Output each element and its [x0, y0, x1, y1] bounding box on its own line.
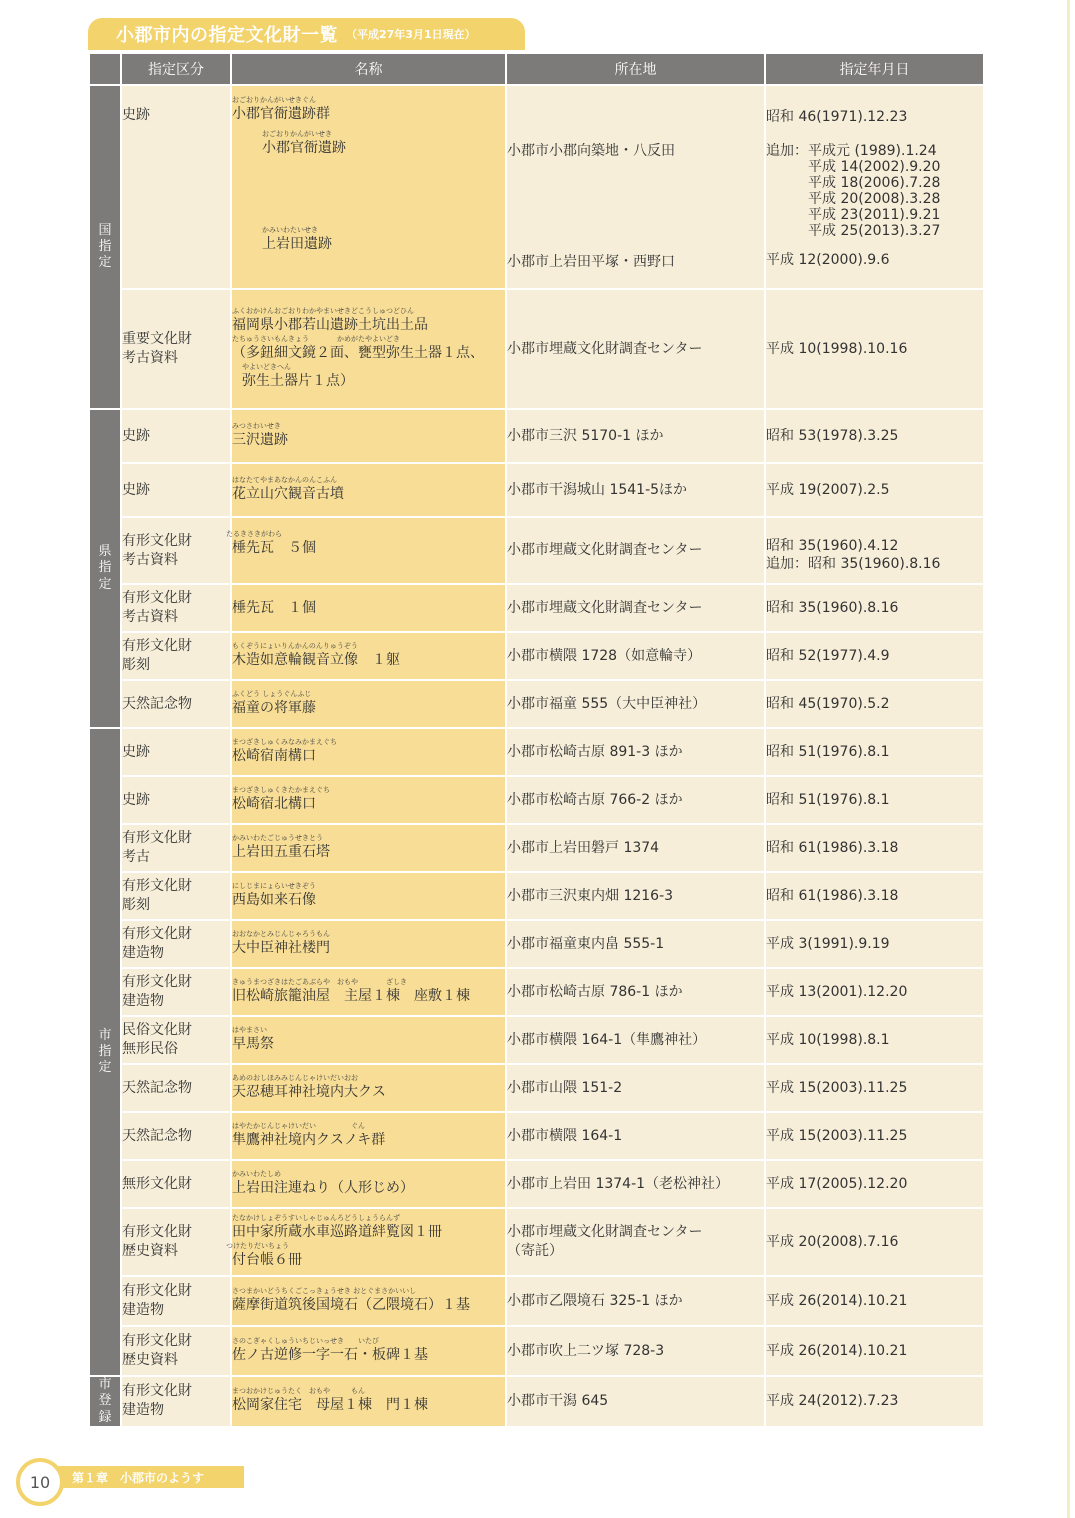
ruby-text: きゅうまつざきはたごあぶらや おもや ざしき: [232, 978, 407, 987]
location-cell: 小郡市吹上二ツ塚 728-3: [506, 1326, 765, 1376]
location-cell: 小郡市上岩田 1374-1（老松神社）: [506, 1160, 765, 1208]
category-text: 歴史資料: [122, 1352, 178, 1368]
category-cell: [121, 584, 231, 632]
name-text: 佐ノ古逆修一字一石・板碑１基: [232, 1347, 428, 1364]
category-cell: [121, 409, 231, 463]
name-text: 棰先瓦 ５個: [232, 540, 316, 556]
name-cell: [231, 85, 506, 289]
location-cell: 小郡市横隈 1728（如意輪寺）: [506, 632, 765, 680]
name-cell: [231, 1016, 506, 1064]
category-text: 考古資料: [122, 350, 178, 366]
category-text: 建造物: [122, 993, 164, 1009]
category-text: 有形文化財: [122, 1224, 192, 1241]
date-text: 平成 20(2008).3.28: [808, 190, 941, 207]
ruby-text: まつざきしゅくみなみかまえぐち: [232, 738, 337, 747]
name-text: 上岩田遺跡: [262, 235, 332, 252]
ruby-text: おごおりかんがいせきぐん: [232, 96, 316, 104]
date-text: 昭和 46(1971).12.23: [766, 109, 908, 125]
category-text: 重要文化財: [122, 331, 192, 348]
category-text: 有形文化財: [122, 590, 192, 607]
category-cell: [121, 1276, 231, 1326]
date-text: 追加：昭和 35(1960).8.16: [766, 555, 941, 572]
header-blank: [89, 53, 121, 85]
category-text: 史跡: [122, 427, 150, 444]
category-cell: [121, 1064, 231, 1112]
table-row: [89, 1326, 984, 1376]
name-text: 旧松崎旅籠油屋 主屋１棟 座敷１棟: [232, 988, 470, 1005]
name-text: 棰先瓦 １個: [232, 599, 316, 616]
table-row: [89, 85, 984, 289]
name-text: 付台帳６冊: [232, 1252, 302, 1268]
name-text: 小郡官衙遺跡群: [232, 106, 330, 122]
ruby-text: たなかけしょぞうすいしゃじゅんろどうしょうらんず: [232, 1214, 400, 1223]
date-cell: 平成 26(2014).10.21: [765, 1276, 984, 1326]
date-cell: 平成 17(2005).12.20: [765, 1160, 984, 1208]
location-text: 小郡市小郡向築地・八反田: [507, 143, 675, 159]
date-text: 平成 23(2011).9.21: [808, 206, 941, 223]
name-cell: [231, 1112, 506, 1160]
name-cell: [231, 920, 506, 968]
category-text: 無形文化財: [122, 1175, 192, 1192]
name-cell: [231, 463, 506, 517]
table-row: [89, 920, 984, 968]
right-edge-line: [1067, 0, 1070, 1518]
date-text: 平成 14(2002).9.20: [808, 158, 941, 175]
category-text: 有形文化財: [122, 1333, 192, 1350]
cultural-property-table: [88, 52, 985, 1428]
category-cell: [121, 872, 231, 920]
name-text: 上岩田五重石塔: [232, 844, 330, 861]
table-row: [89, 584, 984, 632]
location-text: （寄託）: [507, 1243, 563, 1259]
date-cell: 平成 15(2003).11.25: [765, 1064, 984, 1112]
ruby-text: たちゅうさいもんきょう かめがたやよいどき: [232, 335, 400, 344]
location-cell: 小郡市横隈 164-1: [506, 1112, 765, 1160]
table-row: [89, 1064, 984, 1112]
name-cell: [231, 728, 506, 776]
ruby-text: さのこぎゃくしゅういちじいっせき いたび: [232, 1337, 379, 1346]
category-text: 天然記念物: [122, 1079, 192, 1096]
category-cell: [121, 85, 231, 289]
date-cell: 昭和 51(1976).8.1: [765, 776, 984, 824]
name-text: 三沢遺跡: [232, 432, 288, 449]
table-row: [89, 1376, 984, 1427]
table-row: [89, 1112, 984, 1160]
category-text: 建造物: [122, 1402, 164, 1419]
ruby-text: まつおかけじゅうたく おもや もん: [232, 1387, 365, 1396]
group-label-text: 市指定: [98, 1027, 112, 1076]
page-subtitle: （平成27年3月1日現在）: [346, 28, 476, 41]
name-cell: [231, 1064, 506, 1112]
location-cell: 小郡市埋蔵文化財調査センター: [506, 289, 765, 409]
addition-label: 追加：: [766, 142, 808, 159]
category-text: 史跡: [122, 107, 150, 123]
name-text: 木造如意輪観音立像 １躯: [232, 652, 400, 669]
category-cell: [121, 1376, 231, 1427]
header-category: 指定区分: [121, 53, 231, 85]
location-text: 小郡市上岩田平塚・西野口: [507, 253, 675, 270]
group-label-city: [89, 728, 121, 1376]
date-cell: 平成 10(1998).8.1: [765, 1016, 984, 1064]
category-cell: [121, 1208, 231, 1276]
ruby-text: ふくどう しょうぐんふじ: [232, 690, 312, 699]
category-cell: [121, 517, 231, 584]
location-cell: 小郡市松崎古原 891-3 ほか: [506, 728, 765, 776]
name-text: 西島如来石像: [232, 892, 316, 909]
location-cell: 小郡市三沢 5170-1 ほか: [506, 409, 765, 463]
category-cell: [121, 1326, 231, 1376]
location-cell: 小郡市山隈 151-2: [506, 1064, 765, 1112]
category-text: 有形文化財: [122, 878, 192, 895]
date-cell: 平成 26(2014).10.21: [765, 1326, 984, 1376]
location-text: 小郡市埋蔵文化財調査センター: [507, 1224, 703, 1240]
date-cell: 平成 10(1998).10.16: [765, 289, 984, 409]
name-text: 弥生土器片１点）: [242, 372, 354, 389]
group-label-prefectural: [89, 409, 121, 728]
category-cell: [121, 968, 231, 1016]
group-label-text: 県指定: [98, 544, 112, 592]
category-cell: [121, 632, 231, 680]
date-text: 平成 12(2000).9.6: [766, 251, 890, 268]
category-text: 考古資料: [122, 609, 178, 625]
ruby-text: かみいわたいせき: [262, 225, 318, 234]
table-row: [89, 1016, 984, 1064]
ruby-text: あめのおしほみみじんじゃけいだいおお: [232, 1074, 358, 1083]
category-cell: [121, 728, 231, 776]
date-cell: 昭和 52(1977).4.9: [765, 632, 984, 680]
table-row: [89, 632, 984, 680]
name-cell: [231, 584, 506, 632]
name-cell: [231, 776, 506, 824]
date-cell: 平成 19(2007).2.5: [765, 463, 984, 517]
category-text: 彫刻: [122, 657, 150, 673]
table-row: [89, 872, 984, 920]
group-label-text: 市登録: [98, 1377, 112, 1425]
category-text: 有形文化財: [122, 974, 192, 991]
table-row: [89, 517, 984, 584]
name-text: 田中家所蔵水車巡路道絆覧図１冊: [232, 1224, 442, 1241]
category-text: 有形文化財: [122, 638, 192, 655]
date-text: 平成 25(2013).3.27: [808, 222, 941, 239]
date-cell: 昭和 61(1986).3.18: [765, 872, 984, 920]
category-text: 有形文化財: [122, 1383, 192, 1400]
name-text: （多鈕細文鏡２面、甕型弥生土器１点、: [232, 345, 484, 362]
name-cell: [226, 1208, 506, 1276]
table-header-row: [89, 53, 984, 85]
name-cell: [231, 632, 506, 680]
category-text: 史跡: [122, 791, 150, 808]
category-cell: [121, 463, 231, 517]
table-row: [89, 776, 984, 824]
category-text: 歴史資料: [122, 1243, 178, 1259]
category-text: 有形文化財: [122, 926, 192, 943]
date-cell: 平成 13(2001).12.20: [765, 968, 984, 1016]
location-cell: 小郡市松崎古原 766-2 ほか: [506, 776, 765, 824]
location-cell: 小郡市埋蔵文化財調査センター: [506, 517, 765, 584]
ruby-text: まつざきしゅくきたかまえぐち: [232, 786, 330, 795]
group-label-text: 国指定: [98, 222, 112, 271]
location-cell: 小郡市上岩田磐戸 1374: [506, 824, 765, 872]
location-cell: 小郡市乙隈境石 325-1 ほか: [506, 1276, 765, 1326]
date-text: 昭和 35(1960).4.12: [766, 537, 899, 554]
page-number: 10: [16, 1458, 64, 1506]
category-text: 有形文化財: [122, 532, 192, 549]
location-cell: [506, 85, 765, 289]
location-cell: 小郡市三沢東内畑 1216-3: [506, 872, 765, 920]
name-cell: [226, 517, 506, 584]
group-label-national: [89, 85, 121, 409]
category-cell: [121, 1112, 231, 1160]
name-text: 松岡家住宅 母屋１棟 門１棟: [232, 1397, 428, 1414]
header-name: 名称: [231, 53, 506, 85]
category-text: 無形民俗: [122, 1041, 178, 1057]
ruby-text: おおなかとみじんじゃろうもん: [232, 930, 330, 939]
name-cell: [231, 824, 506, 872]
ruby-text: たるきさきがわら: [226, 530, 282, 538]
table-row: [89, 728, 984, 776]
category-cell: [121, 1016, 231, 1064]
location-cell: 小郡市干潟 645: [506, 1376, 765, 1427]
date-cell: 昭和 45(1970).5.2: [765, 680, 984, 728]
header-date: 指定年月日: [765, 53, 984, 85]
table-row: [89, 409, 984, 463]
table-row: [89, 1208, 984, 1276]
category-cell: [121, 776, 231, 824]
category-cell: [121, 824, 231, 872]
category-text: 有形文化財: [122, 1283, 192, 1300]
table-row: [89, 463, 984, 517]
category-cell: [121, 920, 231, 968]
location-cell: 小郡市干潟城山 1541-5ほか: [506, 463, 765, 517]
name-cell: [231, 680, 506, 728]
location-cell: 小郡市松崎古原 786-1 ほか: [506, 968, 765, 1016]
name-text: 上岩田注連ねり（人形じめ）: [232, 1180, 414, 1197]
date-cell: [765, 517, 984, 584]
location-cell: 小郡市福童東内畠 555-1: [506, 920, 765, 968]
name-text: 隼鷹神社境内クスノキ群: [232, 1132, 386, 1149]
name-cell: [231, 1376, 506, 1427]
name-text: 松崎宿北構口: [232, 796, 316, 813]
location-cell: 小郡市福童 555（大中臣神社）: [506, 680, 765, 728]
name-text: 早馬祭: [232, 1036, 274, 1053]
name-text: 松崎宿南構口: [232, 748, 316, 765]
name-text: 福童の将軍藤: [232, 700, 316, 717]
table-row: [89, 1276, 984, 1326]
date-text: 平成元 (1989).1.24: [808, 142, 937, 159]
name-text: 大中臣神社楼門: [232, 940, 330, 957]
date-cell: [765, 85, 984, 289]
table-row: [89, 680, 984, 728]
category-text: 建造物: [122, 945, 164, 961]
category-cell: [121, 1160, 231, 1208]
location-cell: 小郡市埋蔵文化財調査センター: [506, 584, 765, 632]
ruby-text: にしじまにょらいせきぞう: [232, 882, 316, 891]
date-cell: 平成 15(2003).11.25: [765, 1112, 984, 1160]
page-title: 小郡市内の指定文化財一覧: [116, 25, 338, 46]
ruby-text: みつさわいせき: [232, 422, 281, 431]
ruby-text: かみいわたしめ: [232, 1170, 281, 1179]
name-text: 天忍穂耳神社境内大クス: [232, 1084, 386, 1101]
category-text: 建造物: [122, 1302, 164, 1318]
name-cell: [231, 1160, 506, 1208]
ruby-text: もくぞうにょいりんかんのんりゅうぞう: [232, 642, 358, 651]
chapter-label: 第１章 小郡市のようす: [40, 1466, 244, 1488]
date-cell: 平成 20(2008).7.16: [765, 1208, 984, 1276]
category-text: 天然記念物: [122, 695, 192, 712]
category-text: 考古資料: [122, 551, 178, 568]
title-tab: [88, 18, 525, 50]
date-cell: 昭和 51(1976).8.1: [765, 728, 984, 776]
name-text: 薩摩街道筑後国境石（乙隈境石）１基: [232, 1297, 470, 1314]
name-text: 花立山穴観音古墳: [232, 486, 344, 503]
category-text: 彫刻: [122, 897, 150, 913]
ruby-text: やよいどきへん: [242, 362, 291, 371]
location-cell: [506, 1208, 765, 1276]
name-cell: [231, 872, 506, 920]
name-cell: [231, 409, 506, 463]
date-cell: 平成 3(1991).9.19: [765, 920, 984, 968]
table-row: [89, 1160, 984, 1208]
name-cell: [231, 289, 506, 409]
category-text: 民俗文化財: [122, 1022, 192, 1039]
date-cell: 昭和 53(1978).3.25: [765, 409, 984, 463]
table-row: [89, 289, 984, 409]
date-cell: 平成 24(2012).7.23: [765, 1376, 984, 1427]
ruby-text: つけたりだいちょう: [226, 1242, 289, 1250]
category-cell: [121, 289, 231, 409]
table-row: [89, 968, 984, 1016]
name-text: 福岡県小郡若山遺跡土坑出土品: [232, 317, 428, 334]
group-label-registered: [89, 1376, 121, 1427]
ruby-text: はやまさい: [232, 1026, 267, 1035]
ruby-text: ふくおかけんおごおりわかやまいせきどこうしゅつどひん: [232, 307, 414, 316]
category-text: 史跡: [122, 481, 150, 498]
category-cell: [121, 680, 231, 728]
name-cell: [231, 1276, 506, 1326]
date-cell: 昭和 61(1986).3.18: [765, 824, 984, 872]
header-location: 所在地: [506, 53, 765, 85]
category-text: 史跡: [122, 743, 150, 760]
name-text: 小郡官衙遺跡: [262, 139, 346, 156]
name-cell: [231, 1326, 506, 1376]
date-text: 平成 18(2006).7.28: [808, 174, 941, 191]
table-row: [89, 824, 984, 872]
category-text: 考古: [122, 849, 150, 865]
location-cell: 小郡市横隈 164-1（隼鷹神社）: [506, 1016, 765, 1064]
ruby-text: はやたかじんじゃけいだい ぐん: [232, 1122, 365, 1131]
ruby-text: かみいわたごじゅうせきとう: [232, 834, 323, 843]
ruby-text: はなたてやまあなかんのんこふん: [232, 476, 337, 485]
ruby-text: さつまかいどうちくごこっきょうせき おとぐまさかいいし: [232, 1287, 417, 1296]
ruby-text: おごおりかんがいせき: [262, 129, 332, 138]
date-cell: 昭和 35(1960).8.16: [765, 584, 984, 632]
category-text: 天然記念物: [122, 1127, 192, 1144]
name-cell: [231, 968, 506, 1016]
category-text: 有形文化財: [122, 830, 192, 847]
